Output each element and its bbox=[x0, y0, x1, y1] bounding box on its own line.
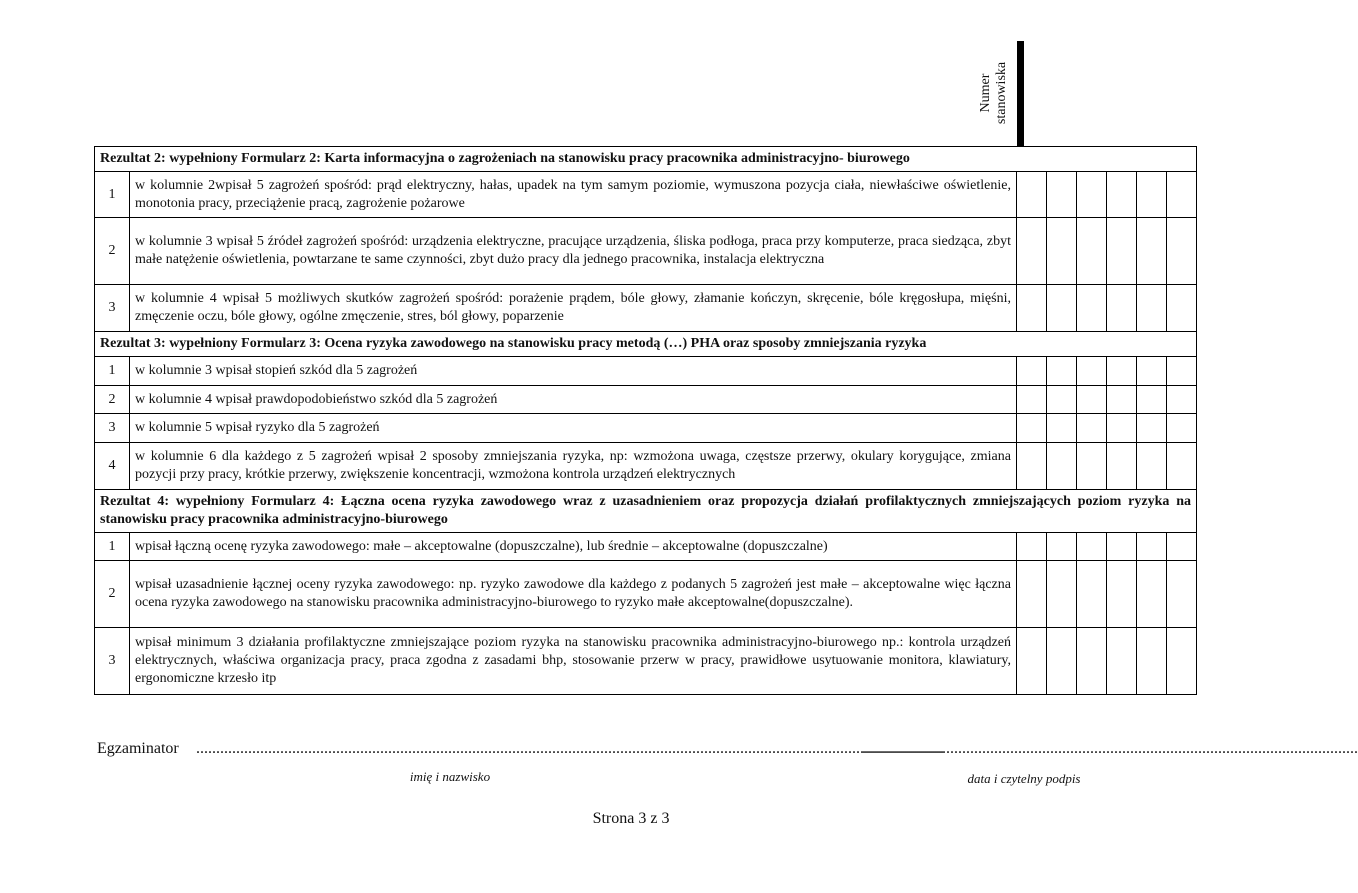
score-box[interactable] bbox=[1136, 628, 1166, 695]
criterion-number: 4 bbox=[95, 443, 130, 490]
criterion-row bbox=[95, 172, 1197, 218]
criterion-number: 2 bbox=[95, 386, 130, 414]
score-box[interactable] bbox=[1166, 357, 1196, 386]
score-box[interactable] bbox=[1106, 285, 1136, 332]
score-box[interactable] bbox=[1136, 533, 1166, 561]
score-box[interactable] bbox=[1136, 172, 1166, 218]
score-box[interactable] bbox=[1106, 218, 1136, 285]
criterion-row bbox=[95, 357, 1197, 386]
score-box[interactable] bbox=[1076, 533, 1106, 561]
criterion-text: w kolumnie 3 wpisał stopień szkód dla 5 zagrożeń bbox=[130, 357, 1017, 386]
criterion-row bbox=[95, 533, 1197, 561]
score-box[interactable] bbox=[1166, 443, 1196, 490]
criterion-text: w kolumnie 5 wpisał ryzyko dla 5 zagrożeń bbox=[130, 414, 1017, 443]
score-box[interactable] bbox=[1016, 357, 1046, 386]
score-box[interactable] bbox=[1076, 172, 1106, 218]
score-box[interactable] bbox=[1046, 386, 1076, 414]
criterion-row bbox=[95, 561, 1197, 628]
score-box[interactable] bbox=[1106, 533, 1136, 561]
station-label-line1: Numer bbox=[978, 73, 993, 113]
examiner-name-line: ........................................................................................................................................................................................... bbox=[196, 740, 944, 757]
score-box[interactable] bbox=[1106, 628, 1136, 695]
section-title: Rezultat 2: wypełniony Formularz 2: Karta informacyjna o zagrożeniach na stanowisku pracy pracownika administracyjno- biurowego bbox=[95, 147, 1197, 172]
score-box[interactable] bbox=[1046, 218, 1076, 285]
criterion-text: wpisał łączną ocenę ryzyka zawodowego: małe – akceptowalne (dopuszczalne), lub średnie – akceptowalne (dopuszczalne) bbox=[130, 533, 1017, 561]
score-box[interactable] bbox=[1166, 628, 1196, 695]
criterion-number: 1 bbox=[95, 533, 130, 561]
criterion-text: wpisał uzasadnienie łącznej oceny ryzyka zawodowego: np. ryzyko zawodowe dla każdego z podanych 5 zagrożeń jest małe – akceptowalne więc łączna ocena ryzyka zawodowego na stanowisku pracownika administracyjno-biurowego to ryzyko małe akceptowalne(dopuszczalne). bbox=[130, 561, 1017, 628]
score-box[interactable] bbox=[1106, 386, 1136, 414]
score-box[interactable] bbox=[1076, 218, 1106, 285]
criterion-row bbox=[95, 285, 1197, 332]
score-box[interactable] bbox=[1016, 172, 1046, 218]
criterion-row bbox=[95, 443, 1197, 490]
score-box[interactable] bbox=[1076, 443, 1106, 490]
score-box[interactable] bbox=[1106, 172, 1136, 218]
station-label-line2: stanowiska bbox=[994, 61, 1009, 125]
criterion-row bbox=[95, 386, 1197, 414]
criterion-row bbox=[95, 414, 1197, 443]
score-box[interactable] bbox=[1136, 414, 1166, 443]
section-title: Rezultat 4: wypełniony Formularz 4: Łączna ocena ryzyka zawodowego wraz z uzasadnieniem oraz propozycja działań profilaktycznych zmniejszających poziom ryzyka na stanowisku pracy pracownika administracyjno-biurowego bbox=[95, 490, 1197, 533]
criterion-text: w kolumnie 4 wpisał prawdopodobieństwo szkód dla 5 zagrożeń bbox=[130, 386, 1017, 414]
score-box[interactable] bbox=[1166, 533, 1196, 561]
criterion-number: 3 bbox=[95, 285, 130, 332]
score-box[interactable] bbox=[1136, 357, 1166, 386]
score-box[interactable] bbox=[1136, 386, 1166, 414]
score-box[interactable] bbox=[1016, 414, 1046, 443]
examiner-label: Egzaminator bbox=[97, 740, 179, 757]
score-box[interactable] bbox=[1106, 414, 1136, 443]
score-box[interactable] bbox=[1046, 561, 1076, 628]
score-box[interactable] bbox=[1166, 285, 1196, 332]
signature-line: ............................................................................................................................ bbox=[862, 740, 1358, 757]
section-header-row bbox=[95, 490, 1197, 533]
score-box[interactable] bbox=[1106, 443, 1136, 490]
section-header-row bbox=[95, 332, 1197, 357]
score-box[interactable] bbox=[1136, 285, 1166, 332]
score-box[interactable] bbox=[1166, 414, 1196, 443]
criterion-row bbox=[95, 218, 1197, 285]
criterion-number: 1 bbox=[95, 172, 130, 218]
criterion-text: wpisał minimum 3 działania profilaktyczne zmniejszające poziom ryzyka na stanowisku pracownika administracyjno-biurowego np.: kontrola urządzeń elektrycznych, właściwa organizacja pracy, praca zgodna z zasadami bhp, stosowanie przerw w pracy, prawidłowe usytuowanie monitora, klawiatury, ergonomiczne krzesło itp bbox=[130, 628, 1017, 695]
score-box[interactable] bbox=[1166, 218, 1196, 285]
score-box[interactable] bbox=[1076, 561, 1106, 628]
station-number-cell[interactable] bbox=[1023, 42, 1024, 77]
score-box[interactable] bbox=[1136, 561, 1166, 628]
criterion-number: 3 bbox=[95, 628, 130, 695]
name-caption: imię i nazwisko bbox=[409, 769, 491, 784]
score-box[interactable] bbox=[1166, 561, 1196, 628]
signature-caption: data i czytelny podpis bbox=[967, 771, 1081, 786]
score-box[interactable] bbox=[1046, 285, 1076, 332]
score-box[interactable] bbox=[1166, 172, 1196, 218]
score-box[interactable] bbox=[1016, 218, 1046, 285]
section-header-row bbox=[95, 147, 1197, 172]
score-box[interactable] bbox=[1076, 386, 1106, 414]
score-box[interactable] bbox=[1046, 533, 1076, 561]
score-box[interactable] bbox=[1106, 357, 1136, 386]
criterion-number: 2 bbox=[95, 218, 130, 285]
score-box[interactable] bbox=[1016, 533, 1046, 561]
criterion-text: w kolumnie 4 wpisał 5 możliwych skutków zagrożeń spośród: porażenie prądem, bóle głowy, złamanie kończyn, skręcenie, bóle kręgosłupa, mięśni, zmęczenie oczu, bóle głowy, ogólne zmęczenie, stres, ból głowy, poparzenie bbox=[130, 285, 1017, 332]
criterion-text: w kolumnie 2wpisał 5 zagrożeń spośród: prąd elektryczny, hałas, upadek na tym samym poziomie, wymuszona pozycja ciała, niewłaściwe oświetlenie, monotonia pracy, przeciążenie pracą, zagrożenie pożarowe bbox=[130, 172, 1017, 218]
score-box[interactable] bbox=[1016, 386, 1046, 414]
score-box[interactable] bbox=[1076, 357, 1106, 386]
page-number: Strona 3 z 3 bbox=[592, 810, 670, 827]
score-box[interactable] bbox=[1076, 285, 1106, 332]
score-box[interactable] bbox=[1016, 561, 1046, 628]
score-box[interactable] bbox=[1076, 414, 1106, 443]
score-box[interactable] bbox=[1046, 357, 1076, 386]
criterion-number: 2 bbox=[95, 561, 130, 628]
section-title: Rezultat 3: wypełniony Formularz 3: Ocena ryzyka zawodowego na stanowisku pracy metodą (…) PHA oraz sposoby zmniejszania ryzyka bbox=[95, 332, 1197, 357]
station-number-cell[interactable] bbox=[1023, 112, 1024, 147]
score-box[interactable] bbox=[1076, 628, 1106, 695]
score-box[interactable] bbox=[1166, 386, 1196, 414]
score-box[interactable] bbox=[1046, 628, 1076, 695]
station-number-label bbox=[972, 41, 1016, 145]
criterion-row bbox=[95, 628, 1197, 695]
score-box[interactable] bbox=[1016, 443, 1046, 490]
score-box[interactable] bbox=[1046, 414, 1076, 443]
criterion-text: w kolumnie 6 dla każdego z 5 zagrożeń wpisał 2 sposoby zmniejszania ryzyka, np: wzmożona uwaga, częstsze przerwy, okulary korygujące, zmiana pozycji przy pracy, krótkie przerwy, zwiększenie koncentracji, wzmożona kontrola urządzeń elektrycznych bbox=[130, 443, 1017, 490]
station-number-grid bbox=[1017, 41, 1024, 147]
score-box[interactable] bbox=[1136, 218, 1166, 285]
criterion-text: w kolumnie 3 wpisał 5 źródeł zagrożeń spośród: urządzenia elektryczne, pracujące urządzenia, śliska podłoga, praca przy komputerze, praca siedząca, zbyt małe natężenie oświetlenia, powtarzane te same czynności, zbyt dużo pracy dla jednego pracownika, instalacja elektryczna bbox=[130, 218, 1017, 285]
score-box[interactable] bbox=[1016, 628, 1046, 695]
score-box[interactable] bbox=[1106, 561, 1136, 628]
assessment-table bbox=[94, 146, 1197, 695]
score-box[interactable] bbox=[1136, 443, 1166, 490]
criterion-number: 3 bbox=[95, 414, 130, 443]
score-box[interactable] bbox=[1046, 443, 1076, 490]
score-box[interactable] bbox=[1046, 172, 1076, 218]
station-number-cell[interactable] bbox=[1023, 77, 1024, 112]
score-box[interactable] bbox=[1016, 285, 1046, 332]
criterion-number: 1 bbox=[95, 357, 130, 386]
